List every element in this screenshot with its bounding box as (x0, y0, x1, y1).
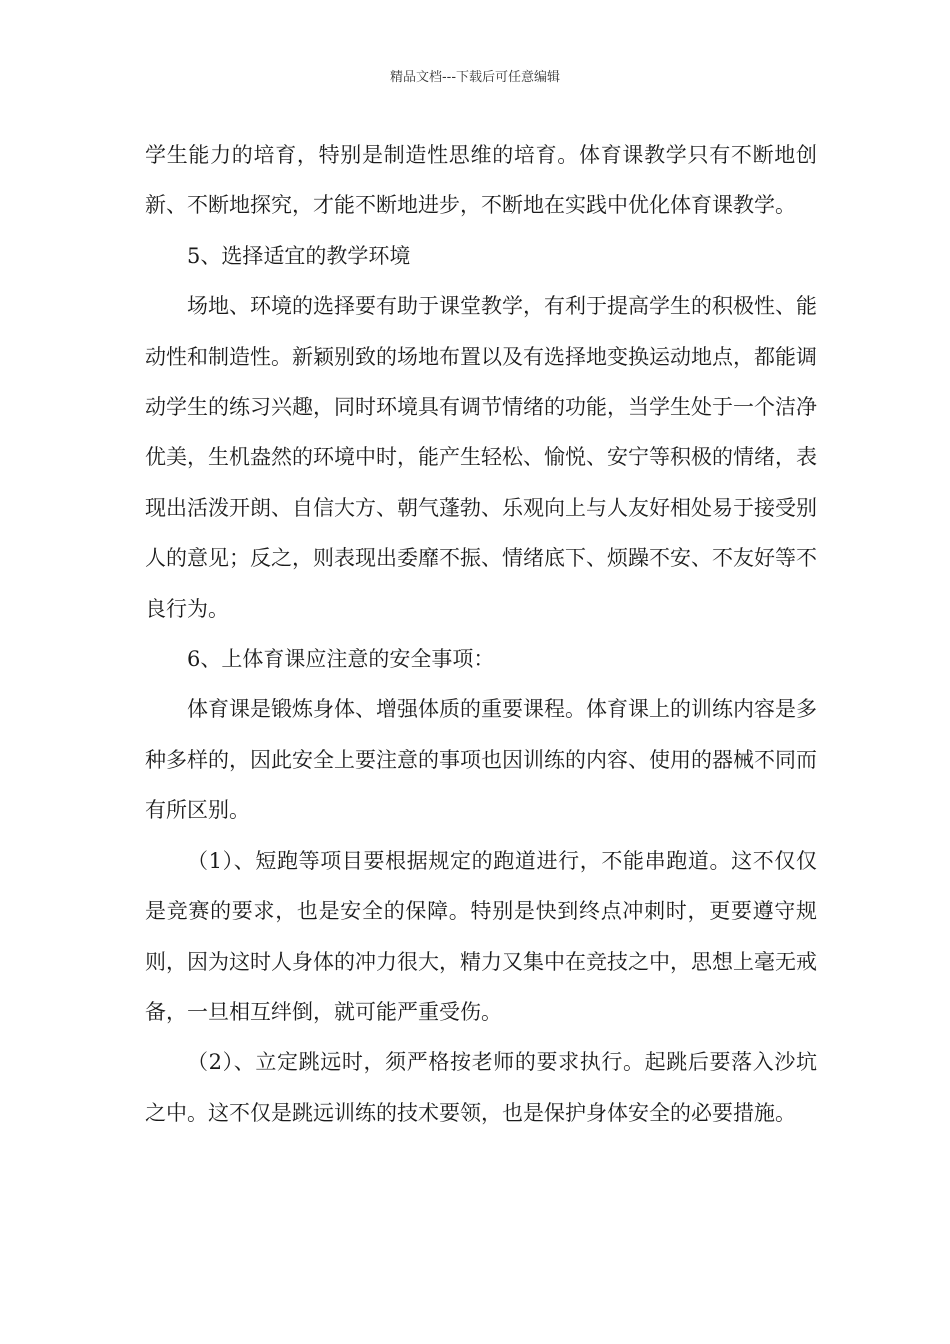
section-heading-6: 6、上体育课应注意的安全事项： (187, 647, 495, 672)
document-body (145, 130, 817, 1138)
paragraph-safety: 体育课是锻炼身体、增强体质的重要课程。体育课上的训练内容是多种多样的，因此安全上要注意的事项也因训练的内容、使用的器械不同而有所区别。 (145, 697, 817, 823)
section-heading-5: 5、选择适宜的教学环境 (187, 243, 411, 268)
paragraph-item-1: （1）、短跑等项目要根据规定的跑道进行，不能串跑道。这不仅仅是竞赛的要求，也是安全的保障。特别是快到终点冲刺时，更要遵守规则，因为这时人身体的冲力很大，精力又集中在竞技之中，思想上毫无戒备，一旦相互绊倒，就可能严重受伤。 (145, 848, 817, 1024)
page-header: 精品文档---下载后可任意编辑 (389, 70, 561, 85)
paragraph-environment: 场地、环境的选择要有助于课堂教学，有利于提高学生的积极性、能动性和制造性。新颖别致的场地布置以及有选择地变换运动地点，都能调动学生的练习兴趣，同时环境具有调节情绪的功能，当学生处于一个洁净优美，生机盎然的环境中时，能产生轻松、愉悦、安宁等积极的情绪，表现出活泼开朗、自信大方、朝气蓬勃、乐观向上与人友好相处易于接受别人的意见；反之，则表现出委靡不振、情绪底下、烦躁不安、不友好等不良行为。 (145, 294, 817, 621)
paragraph-intro: 学生能力的培育，特别是制造性思维的培育。体育课教学只有不断地创新、不断地探究，才能不断地进步，不断地在实践中优化体育课教学。 (145, 143, 817, 218)
paragraph-item-2: （2）、立定跳远时，须严格按老师的要求执行。起跳后要落入沙坑之中。这不仅是跳远训练的技术要领，也是保护身体安全的必要措施。 (145, 1050, 817, 1125)
